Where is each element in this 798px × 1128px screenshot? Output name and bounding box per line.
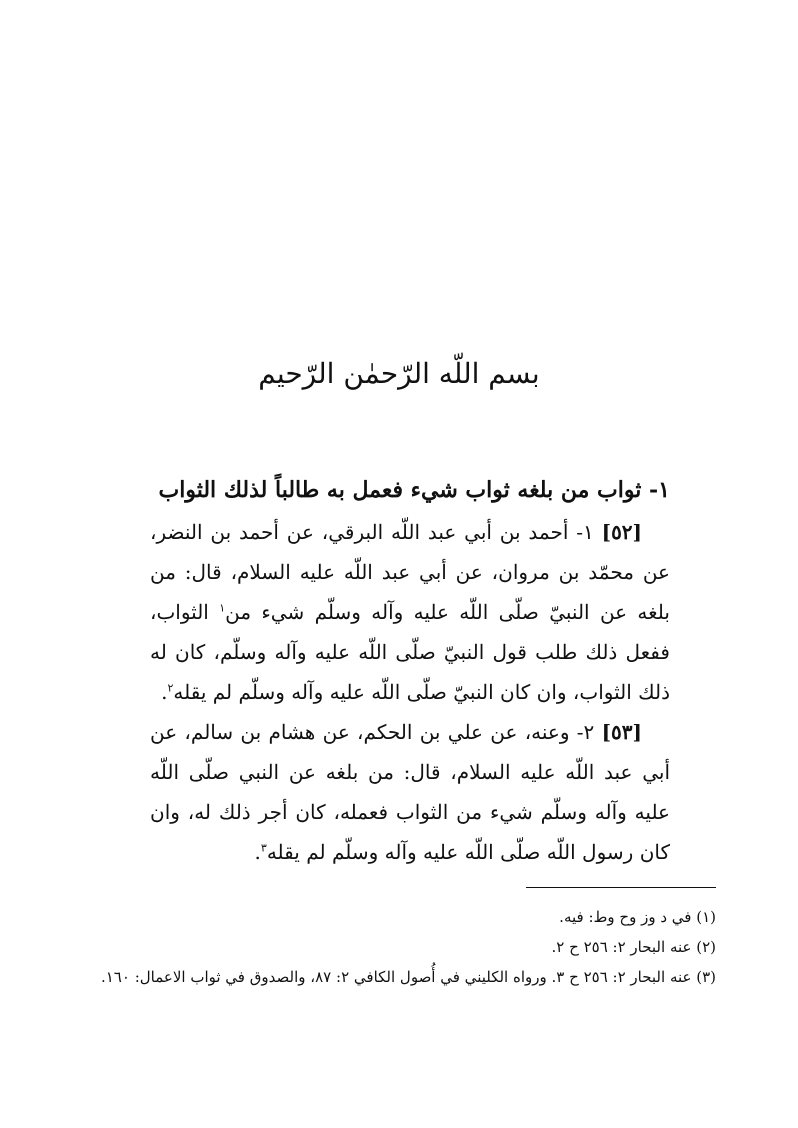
footnote-marker: ٣ [260,841,267,855]
main-text [150,470,670,872]
chapter-title: ١- ثواب من بلغه ثواب شيء فعمل به طالباً لذلك الثواب [158,477,670,503]
hadith-53 [150,712,670,872]
footnote-divider [526,887,716,888]
hadith-text-end: . [254,840,261,864]
footnote-marker: ١ [219,601,226,615]
hadith-number: [٥٢] [601,520,643,544]
hadith-text: ٢- وعنه، عن علي بن الحكم، عن هشام بن سالم، عن أبي عبد اللّه عليه السلام، قال: من بلغه عن النبي صلّى اللّه عليه وآله وسلّم شيء من الثواب فعمله، كان أجر ذلك له، وان كان رسول اللّه صلّى اللّه عليه وآله وسلّم لم يقله [150,720,670,864]
hadith-text: الثواب، ففعل ذلك طلب قول النبيّ صلّى اللّه عليه وآله وسلّم، كان له ذلك الثواب، وان كان النبيّ صلّى اللّه عليه وآله وسلّم لم يقله [150,600,670,704]
hadith-52 [150,512,670,712]
footnote-marker: ٢ [167,681,174,695]
footnote-3: (٣) عنه البحار ٢: ٢٥٦ ح ٣. ورواه الكليني في أُصول الكافي ٢: ٨٧، والصدوق في ثواب الاعمال: ١٦٠. [100,968,716,986]
bismillah-heading: بسم اللّه الرّحمٰن الرّحيم [258,357,540,390]
hadith-text-end: . [161,680,168,704]
footnote-2: (٢) عنه البحار ٢: ٢٥٦ ح ٢. [551,938,716,956]
hadith-number: [٥٣] [601,720,642,744]
hadith-text: ١- أحمد بن أبي عبد اللّه البرقي، عن أحمد بن النضر، عن محمّد بن مروان، عن أبي عبد اللّه عليه السلام، قال: من بلغه عن النبيّ صلّى اللّه عليه وآله وسلّم شيء من [150,520,670,624]
footnotes [80,902,716,992]
footnote-1: (١) في د وز وح وط: فيه. [559,908,716,926]
